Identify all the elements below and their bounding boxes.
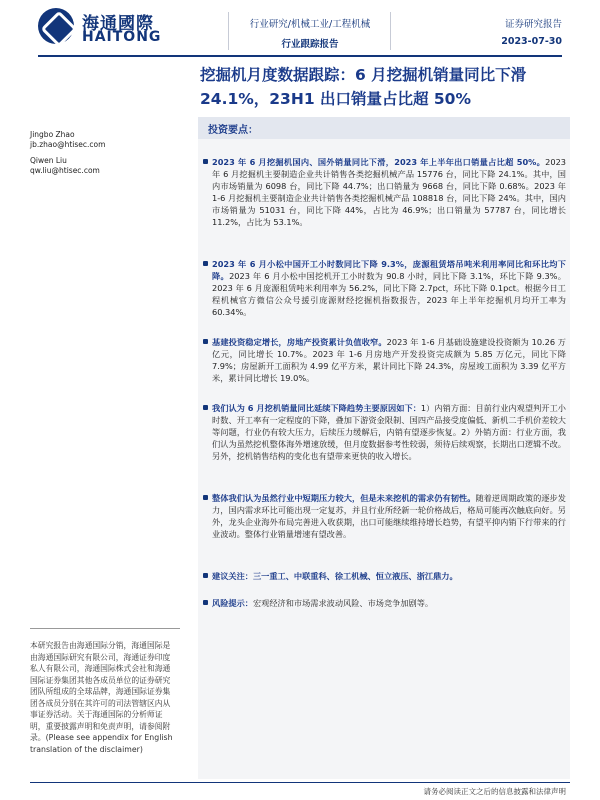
report-type: 行业跟踪报告	[281, 39, 339, 50]
key-point	[200, 597, 566, 609]
bullet-icon	[203, 339, 208, 344]
key-point-text: 2023 年 6 月小松中国挖机开工小时数为 90.8 小时，同比下降 3.1%，环比下降 9.3%。2023 年 6 月庞源租赁吨米利用率为 56.2%，同比下降 2.7pct，环比下降 0.1pct。根据今日工程机械官方微信公众号援引庞源财经挖掘机指数报告，2023 年上半年挖掘机月均开工率为 60.34%。	[212, 271, 566, 317]
key-point-lead: 风险提示：	[212, 598, 253, 608]
bullet-icon	[203, 261, 208, 266]
key-point-lead: 2023 年 6 月小松中国开工小时数同比下降 9.3%，庞源租赁塔吊吨米利用率同比和环比均下降。	[212, 259, 566, 281]
header-meta	[501, 16, 562, 47]
disclaimer: 本研究报告由海通国际分销，海通国际是由海通国际研究有限公司，海通证券印度私人有限公司，海通国际株式会社和海通国际证券集团其他各成员单位的证券研究团队所组成的全球品牌，海通国际证券集团各成员分别在其许可的司法管辖区内从事证券活动。关于海通国际的分析师证明，重要披露声明和免责声明，请参阅附录。(Please see appendix for English translation of the disclaimer)	[30, 641, 173, 754]
report-category: 行业研究/机械工业/工程机械	[249, 19, 371, 30]
key-point	[200, 570, 566, 582]
author-name: Jingbo Zhao	[30, 130, 75, 139]
key-point-lead: 我们认为 6 月挖机销量同比延续下降趋势主要原因如下：	[212, 403, 421, 413]
key-point-text: 随着逆周期政策的逐步发力，国内需求环比可能出现一定复苏，并且行业所经新一轮价格战后，格局可能再次触底向好。另外，龙头企业海外布局完善进入收获期，出口可能继续维持增长趋势，有望平抑内销下行带来的行业波动。整体行业销量增速有望改善。	[212, 493, 566, 539]
disclaimer-rule	[30, 628, 180, 629]
author-name: Qiwen Liu	[30, 156, 67, 165]
header-divider	[228, 12, 229, 50]
key-point	[200, 336, 566, 384]
footer-rule	[30, 782, 570, 783]
doc-type: 证券研究报告	[504, 19, 562, 30]
brand-en: HAITONG	[82, 29, 162, 45]
key-point-text: 2023 年 1-6 月基础设施建设投资额为 10.26 万亿元，同比增长 10.7%。2023 年 1-6 月房地产开发投资完成额为 5.85 万亿元，同比下降 7.9%；房屋新开工面积为 4.99 亿平方米，累计同比下降 24.3%，房屋竣工面积为 3.39 亿平方米，累计同比增长 19.0%。	[212, 337, 566, 383]
haitong-emblem-icon	[38, 8, 74, 44]
bullet-icon	[203, 495, 208, 500]
key-point-lead: 建议关注：	[212, 571, 253, 581]
key-point	[200, 156, 566, 228]
key-point-text: 1）内销方面：目前行业内观望判开工小时数、开工率有一定程度的下降，叠加下游资金限制、国四产品接受度偏低、新机二手机价差较大等问题，行业仍有较大压力，后续压力缓解后，内销有望逐步恢复。2）外销方面：行业方面，我们认为虽然挖机整体海外增速放缓，但月度数据参考性较弱，须待后续观察，长期出口逻辑不改。另外，挖机销售结构的变化也有望带来更快的收入增长。	[212, 403, 566, 461]
header-divider	[390, 12, 391, 50]
key-point-text: 三一重工、中联重科、徐工机械、恒立液压、浙江鼎力。	[252, 571, 458, 581]
author-email[interactable]: qw.liu@htisec.com	[30, 166, 100, 175]
footer-notice: 请务必阅读正文之后的信息披露和法律声明	[423, 787, 566, 796]
bullet-icon	[203, 600, 208, 605]
bullet-icon	[203, 405, 208, 410]
key-point	[200, 258, 566, 318]
key-point-lead: 整体我们认为虽然行业中短期压力较大，但是未来挖机的需求仍有韧性。	[212, 493, 476, 503]
key-point-text: 2023 年 6 月挖掘机主要制造企业共计销售各类挖掘机械产品 15776 台，同比下降 24.1%。其中，国内市场销量为 6098 台，同比下降 44.7%；出口销量为 9668 台，同比下降 0.68%。2023 年 1-6 月挖掘机主要制造企业共计销售各类挖掘机械产品 108818 台，同比下降 24%。其中，国内市场销量为 51031 台，同比下降 44%，占比为 46.9%；出口销量为 57787 台，同比增长 11.2%，占比为 53.1%。	[212, 157, 566, 227]
report-title: 挖掘机月度数据跟踪：6 月挖掘机销量同比下滑 24.1%，23H1 出口销量占比超 50%	[200, 66, 527, 108]
bullet-icon	[203, 573, 208, 578]
header-rule	[38, 55, 562, 57]
key-point-lead: 2023 年 6 月挖掘机国内、国外销量同比下滑，2023 年上半年出口销量占比超 50%。	[212, 157, 546, 167]
authors	[30, 130, 105, 176]
key-points-header	[198, 117, 570, 139]
key-point-lead: 基建投资稳定增长，房地产投资累计负值收窄。	[212, 337, 387, 347]
bullet-icon	[203, 159, 208, 164]
author-email[interactable]: jb.zhao@htisec.com	[30, 140, 106, 149]
key-point-text: 宏观经济和市场需求波动风险、市场竞争加剧等。	[252, 598, 434, 608]
report-date: 2023-07-30	[501, 36, 562, 47]
key-point	[200, 492, 566, 540]
brand-cn: 海通國際	[82, 14, 154, 34]
key-point	[200, 402, 566, 462]
haitong-logo	[38, 8, 178, 48]
header-category-block	[230, 16, 390, 50]
key-points-heading: 投资要点：	[208, 125, 258, 136]
